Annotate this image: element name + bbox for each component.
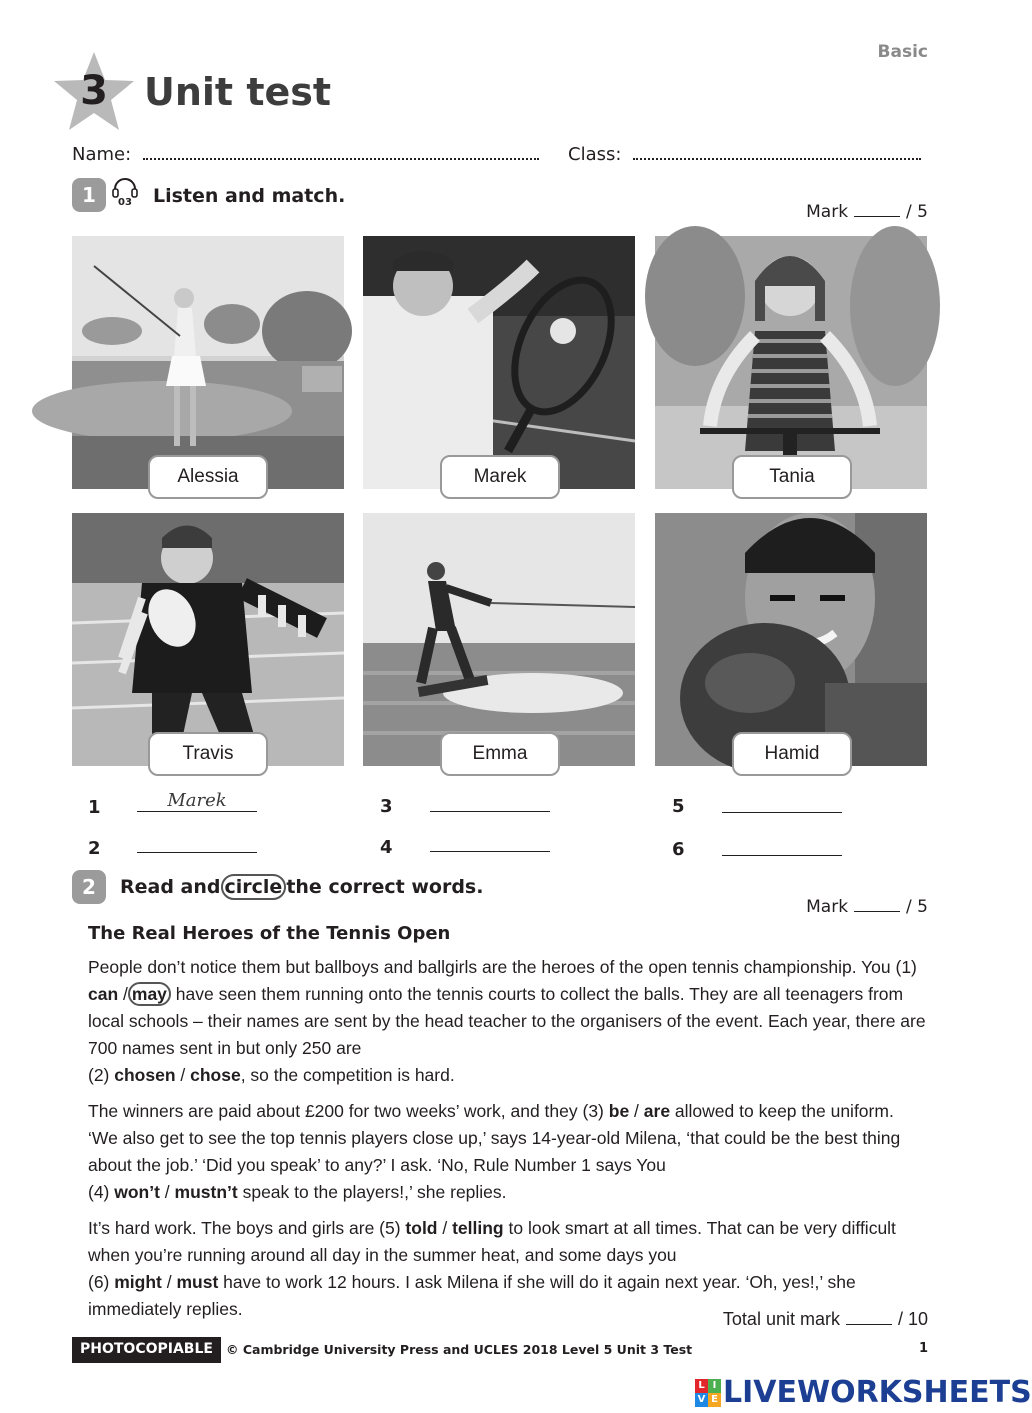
option-4a[interactable]: won’t bbox=[114, 1182, 160, 1202]
answer-5-number: 5 bbox=[672, 796, 685, 817]
total-unit-mark: Total unit mark / 10 bbox=[722, 1309, 928, 1329]
total-blank[interactable] bbox=[846, 1324, 892, 1325]
answer-3-number: 3 bbox=[380, 796, 393, 817]
answer-1-number: 1 bbox=[88, 797, 101, 818]
audio-track-number: 03 bbox=[118, 197, 132, 208]
option-5b[interactable]: telling bbox=[452, 1218, 504, 1238]
option-1b-selected[interactable]: may bbox=[128, 982, 171, 1006]
exercise-2-mark: Mark / 5 bbox=[806, 897, 928, 917]
name-label: Name: bbox=[72, 144, 132, 165]
option-5a[interactable]: told bbox=[405, 1218, 438, 1238]
article-title: The Real Heroes of the Tennis Open bbox=[88, 923, 451, 944]
photocopiable-badge: PHOTOCOPIABLE bbox=[72, 1337, 221, 1363]
level-label: Basic bbox=[877, 42, 928, 62]
photo-label-marek: Marek bbox=[440, 455, 560, 499]
answer-3-input[interactable] bbox=[430, 790, 550, 812]
copyright-text: © Cambridge University Press and UCLES 2018 Level 5 Unit 3 Test bbox=[226, 1342, 693, 1357]
exercise-2-number: 2 bbox=[72, 870, 106, 904]
class-input-line[interactable] bbox=[633, 142, 921, 160]
answer-2-number: 2 bbox=[88, 838, 101, 859]
circle-word: circle bbox=[221, 874, 287, 900]
exercise-1-mark: Mark / 5 bbox=[806, 202, 928, 222]
option-2b[interactable]: chose bbox=[190, 1065, 241, 1085]
unit-star-icon bbox=[52, 50, 136, 134]
unit-number: 3 bbox=[80, 68, 108, 114]
photo-label-alessia: Alessia bbox=[148, 455, 268, 499]
liveworksheets-logo bbox=[695, 1375, 1032, 1410]
liveworksheets-wordmark: LIVEWORKSHEETS bbox=[723, 1375, 1032, 1410]
option-2a[interactable]: chosen bbox=[114, 1065, 176, 1085]
exercise-2-instruction: Read and circle the correct words. bbox=[120, 876, 484, 898]
photo-label-hamid: Hamid bbox=[732, 732, 852, 776]
photo-rugby bbox=[72, 513, 344, 766]
answer-1-input[interactable]: Marek bbox=[137, 790, 257, 812]
exercise-1-number: 1 bbox=[72, 178, 106, 212]
photo-golf bbox=[72, 236, 344, 489]
liveworksheets-logo-icon: L I V E bbox=[695, 1379, 721, 1407]
answer-6-input[interactable] bbox=[722, 834, 842, 856]
photo-label-emma: Emma bbox=[440, 732, 560, 776]
page-title: Unit test bbox=[144, 70, 332, 114]
class-label: Class: bbox=[568, 144, 622, 165]
option-3b[interactable]: are bbox=[643, 1101, 671, 1121]
answer-4-number: 4 bbox=[380, 837, 393, 858]
class-field[interactable] bbox=[568, 142, 921, 165]
answer-2-input[interactable] bbox=[137, 831, 257, 853]
paragraph-1: People don’t notice them but ballboys and ballgirls are the heroes of the open tennis championship. You (1) can / may have seen them running onto the tennis courts to collect the balls. They are all teenagers from local schools – their names are sent by the head teacher to the organisers of the event. Each year, there are 700 names sent in but only 250 are (2) chosen / chose, so the competition is hard. bbox=[88, 957, 926, 1085]
answer-4-input[interactable] bbox=[430, 830, 550, 852]
mark-blank[interactable] bbox=[854, 911, 900, 912]
photo-tennis bbox=[363, 236, 635, 489]
option-6a[interactable]: might bbox=[114, 1272, 162, 1292]
mark-blank[interactable] bbox=[854, 216, 900, 217]
option-6b[interactable]: must bbox=[176, 1272, 219, 1292]
photo-cycling bbox=[655, 236, 927, 489]
option-3a[interactable]: be bbox=[608, 1101, 630, 1121]
photo-boxing bbox=[655, 513, 927, 766]
audio-headphones-icon bbox=[110, 178, 140, 212]
name-input-line[interactable] bbox=[143, 142, 539, 160]
paragraph-3: It’s hard work. The boys and girls are (5) told / telling to look smart at all times. That can be very difficult when you’re running around all day in the summer heat, and some days you (6) might / must have to work 12 hours. I ask Milena if she will do it again next year. ‘Oh, yes!,’ she immediately replies. bbox=[88, 1218, 896, 1319]
option-4b[interactable]: mustn’t bbox=[174, 1182, 238, 1202]
answer-5-input[interactable] bbox=[722, 791, 842, 813]
photo-label-travis: Travis bbox=[148, 732, 268, 776]
paragraph-2: The winners are paid about £200 for two weeks’ work, and they (3) be / are allowed to keep the uniform. ‘We also get to see the top tennis players close up,’ says 14-year-old Milena, ‘that could be the best thing about the job.’ ‘Did you speak’ to any?’ I ask. ‘No, Rule Number 1 says You (4) won’t / mustn’t speak to the players!,’ she replies. bbox=[88, 1101, 901, 1202]
name-field[interactable] bbox=[72, 142, 539, 165]
photo-label-tania: Tania bbox=[732, 455, 852, 499]
option-1a[interactable]: can bbox=[88, 984, 119, 1004]
page-number: 1 bbox=[918, 1341, 928, 1356]
exercise-1-instruction: Listen and match. bbox=[153, 185, 346, 207]
answer-6-number: 6 bbox=[672, 839, 685, 860]
photo-water-skiing bbox=[363, 513, 635, 766]
